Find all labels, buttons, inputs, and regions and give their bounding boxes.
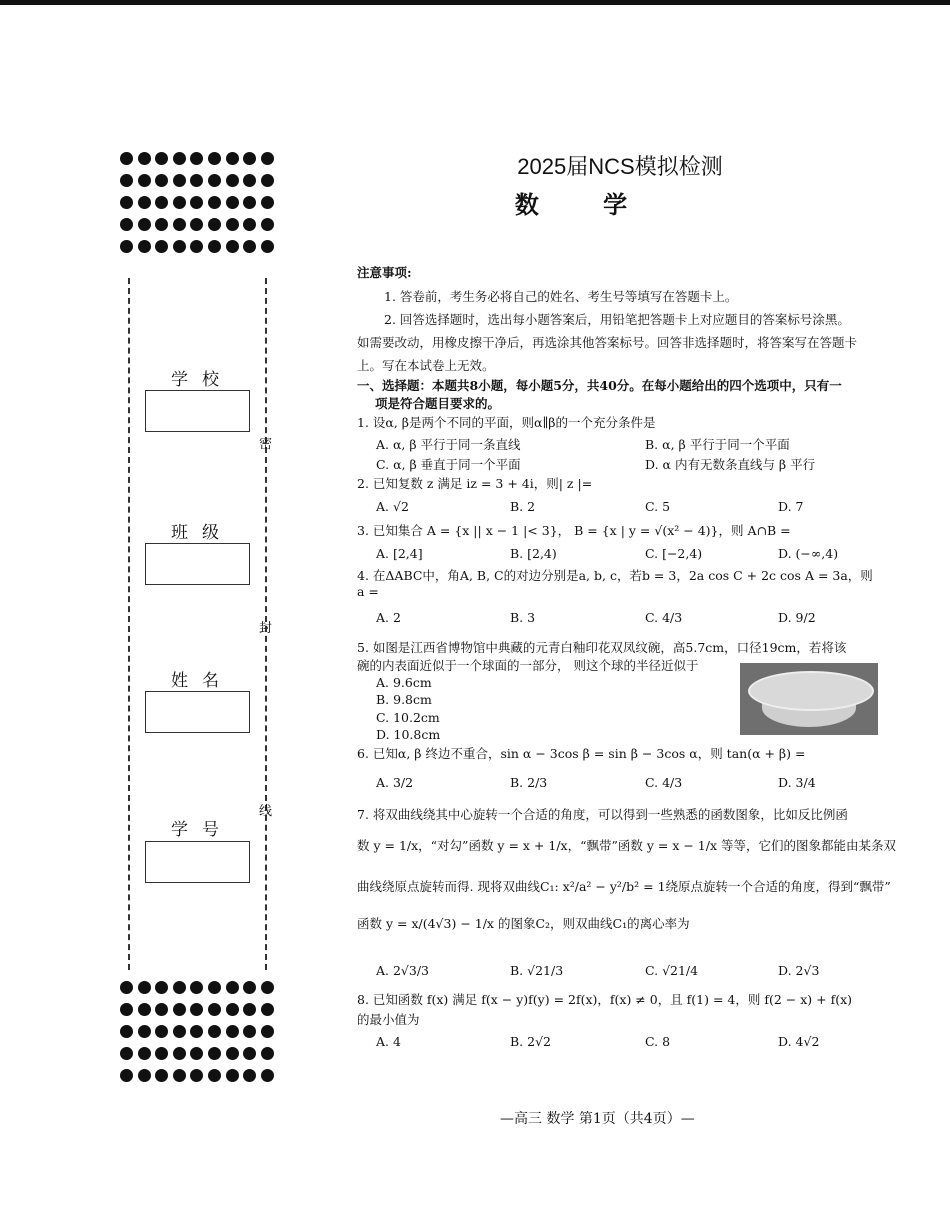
dot [243,1025,256,1038]
question-5-stem-cont: 碗的内表面近似于一个球面的一部分， 则这个球的半径近似于 [357,658,699,673]
dot [190,1025,203,1038]
dot [120,1047,133,1060]
dot [208,152,221,165]
question-8-option-b: B. 2√2 [510,1034,552,1049]
notice-item-2-end: 上。写在本试卷上无效。 [357,358,495,373]
dot [173,240,186,253]
dot [155,981,168,994]
dot [155,152,168,165]
dot [173,218,186,231]
dot [190,1003,203,1016]
dot [243,174,256,187]
dot [208,1003,221,1016]
dot [138,1025,151,1038]
question-7-option-d: D. 2√3 [778,963,820,978]
question-6-option-a: A. 3/2 [376,775,414,790]
question-3-stem: 3. 已知集合 A = {x || x − 1 |< 3}， B = {x | y = √(x² − 4)}，则 A∩B = [357,523,791,538]
school-field[interactable] [145,390,250,432]
dot [226,1047,239,1060]
dot [138,240,151,253]
question-5-option-c: C. 10.2cm [376,710,440,725]
question-7-option-a: A. 2√3/3 [376,963,430,978]
page-footer: —高三 数学 第1页（共4页）— [500,1111,695,1127]
dot [190,1047,203,1060]
bowl-rim [748,671,874,711]
question-5-option-d: D. 10.8cm [376,727,441,742]
dot [138,174,151,187]
dot [138,1003,151,1016]
dot [208,1047,221,1060]
question-4-option-a: A. 2 [376,610,401,625]
class-field[interactable] [145,543,250,585]
question-6-stem: 6. 已知α, β 终边不重合，sin α − 3cos β = sin β − 3cos α，则 tan(α + β) = [357,746,806,761]
question-8-line-2: 的最小值为 [357,1012,420,1027]
name-label: 姓名 [171,671,233,691]
question-2-option-a: A. √2 [376,499,409,514]
class-label: 班级 [171,523,233,543]
dot [190,981,203,994]
dot [226,1003,239,1016]
question-7-line-1: 7. 将双曲线绕其中心旋转一个合适的角度，可以得到一些熟悉的函数图象，比如反比例函 [357,807,848,822]
question-3-option-b: B. [2,4) [510,546,557,561]
dot [173,174,186,187]
question-2-option-b: B. 2 [510,499,536,514]
question-4-stem-cont: a = [357,584,379,599]
dot [173,981,186,994]
dot [261,196,274,209]
dot [226,196,239,209]
question-2-option-d: D. 7 [778,499,804,514]
dot [120,981,133,994]
dot [120,218,133,231]
dot [226,981,239,994]
dot [261,981,274,994]
dot [261,218,274,231]
notice-item-2: 2. 回答选择题时，选出每小题答案后，用铅笔把答题卡上对应题目的答案标号涂黑。 [384,312,850,327]
dot [261,1069,274,1082]
dot [226,152,239,165]
seal-char-xian: 线 [259,804,273,819]
notice-item-1: 1. 答卷前，考生务必将自己的姓名、考生号等填写在答题卡上。 [384,289,738,304]
question-4-option-b: B. 3 [510,610,536,625]
student-id-field[interactable] [145,841,250,883]
dot [208,1025,221,1038]
question-7-option-b: B. √21/3 [510,963,564,978]
dot [173,152,186,165]
dot [261,240,274,253]
question-5-option-b: B. 9.8cm [376,692,432,707]
question-3-option-a: A. [2,4] [376,546,423,561]
seal-char-mi: 密 [259,437,273,452]
dot [190,174,203,187]
question-4-option-c: C. 4/3 [645,610,683,625]
question-2-stem: 2. 已知复数 z 满足 iz = 3 + 4i，则| z |= [357,476,593,491]
question-7-line-3: 曲线绕原点旋转而得. 现将双曲线C₁: x²/a² − y²/b² = 1绕原点旋转一个合适的角度，得到“飘带” [357,879,891,894]
dot [120,240,133,253]
dot [173,1003,186,1016]
dot [208,218,221,231]
binding-line-left [128,278,130,970]
dot-pattern-bottom [120,981,278,1082]
dot [173,1047,186,1060]
dot [243,152,256,165]
dot [155,240,168,253]
dot [226,174,239,187]
question-1-option-a: A. α, β 平行于同一条直线 [376,437,521,452]
dot [243,981,256,994]
dot [190,218,203,231]
question-8-option-d: D. 4√2 [778,1034,820,1049]
dot [208,174,221,187]
top-border [0,0,950,5]
dot [243,1003,256,1016]
question-6-option-c: C. 4/3 [645,775,683,790]
question-3-option-d: D. (−∞,4) [778,546,839,561]
dot [190,152,203,165]
dot [173,1025,186,1038]
question-8-option-a: A. 4 [376,1034,401,1049]
dot [190,1069,203,1082]
question-7-option-c: C. √21/4 [645,963,699,978]
dot [208,196,221,209]
dot [138,981,151,994]
question-1-option-c: C. α, β 垂直于同一个平面 [376,457,521,472]
dot [208,981,221,994]
dot [243,1069,256,1082]
notice-heading: 注意事项: [357,265,412,280]
dot-pattern-top [120,152,278,253]
dot [261,152,274,165]
dot [190,196,203,209]
dot [261,1025,274,1038]
school-label: 学校 [171,370,233,390]
dot [226,218,239,231]
dot [155,1047,168,1060]
question-5-option-a: A. 9.6cm [376,675,432,690]
exam-title: 2025届NCS模拟检测 [517,154,723,179]
question-2-option-c: C. 5 [645,499,671,514]
student-id-label: 学号 [171,820,233,840]
dot [190,240,203,253]
dot [208,240,221,253]
dot [138,1069,151,1082]
dot [261,174,274,187]
question-8-option-c: C. 8 [645,1034,671,1049]
question-7-line-2: 数 y = 1/x，“对勾”函数 y = x + 1/x，“飘带”函数 y = x − 1/x 等等，它们的图象都能由某条双 [357,838,896,853]
question-8-line-1: 8. 已知函数 f(x) 满足 f(x − y)f(y) = 2f(x)，f(x) ≠ 0，且 f(1) = 4，则 f(2 − x) + f(x) [357,992,853,1007]
dot [155,196,168,209]
dot [243,240,256,253]
question-7-line-4: 函数 y = x/(4√3) − 1/x 的图象C₂，则双曲线C₁的离心率为 [357,916,690,931]
dot [120,196,133,209]
dot [155,218,168,231]
question-6-option-b: B. 2/3 [510,775,548,790]
question-3-option-c: C. [−2,4) [645,546,703,561]
dot [243,1047,256,1060]
dot [120,1069,133,1082]
question-1-option-d: D. α 内有无数条直线与 β 平行 [645,457,816,472]
dot [261,1003,274,1016]
bowl-photo [740,663,878,735]
question-4-stem: 4. 在ΔABC中，角A, B, C的对边分别是a, b, c，若b = 3，2a cos C + 2c cos A = 3a，则 [357,568,873,583]
dot [138,152,151,165]
dot [208,1069,221,1082]
question-1-option-b: B. α, β 平行于同一个平面 [645,437,790,452]
question-1-stem: 1. 设α, β是两个不同的平面，则α∥β的一个充分条件是 [357,415,656,430]
dot [261,1047,274,1060]
section-heading-cont: 项是符合题目要求的。 [375,396,501,411]
question-4-option-d: D. 9/2 [778,610,816,625]
seal-char-feng: 封 [259,621,273,636]
name-field[interactable] [145,691,250,733]
dot [243,218,256,231]
dot [120,1003,133,1016]
subject-title: 数 学 [514,190,656,219]
dot [155,1069,168,1082]
dot [226,1069,239,1082]
dot [155,174,168,187]
dot [138,218,151,231]
dot [173,1069,186,1082]
dot [155,1025,168,1038]
question-5-stem: 5. 如图是江西省博物馆中典藏的元青白釉印花双凤纹碗，高5.7cm，口径19cm，若将该 [357,640,847,655]
question-6-option-d: D. 3/4 [778,775,816,790]
notice-item-2-cont: 如需要改动，用橡皮擦干净后，再选涂其他答案标号。回答非选择题时，将答案写在答题卡 [357,335,858,350]
dot [226,240,239,253]
dot [226,1025,239,1038]
dot [120,1025,133,1038]
section-heading: 一、选择题：本题共8小题，每小题5分，共40分。在每小题给出的四个选项中，只有一 [357,378,842,393]
dot [243,196,256,209]
dot [155,1003,168,1016]
dot [138,1047,151,1060]
dot [138,196,151,209]
dot [120,152,133,165]
dot [173,196,186,209]
dot [120,174,133,187]
